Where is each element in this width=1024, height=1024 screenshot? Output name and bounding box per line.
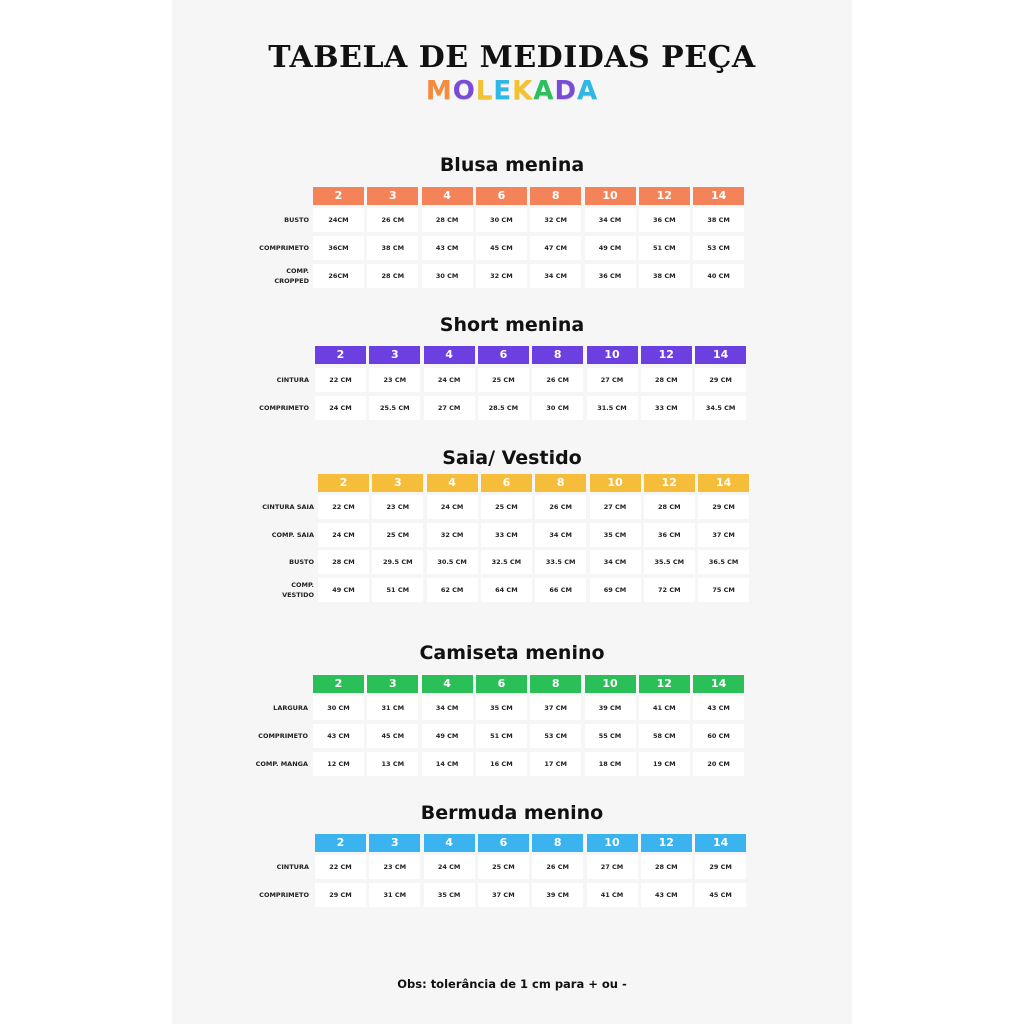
measure-cell: 75 CM [698, 578, 749, 602]
measure-cell: 41 CM [639, 696, 690, 720]
measure-label: CINTURA SAIA [262, 503, 314, 511]
measure-label: COMPRIMETO [259, 891, 309, 899]
measure-cell: 30 CM [313, 696, 364, 720]
measure-cell: 60 CM [693, 724, 744, 748]
measure-cell: 20 CM [693, 752, 744, 776]
measure-cell: 35 CM [476, 696, 527, 720]
measure-cell: 47 CM [530, 236, 581, 260]
size-header-cell: 12 [641, 346, 692, 364]
measure-cell: 35 CM [424, 883, 475, 907]
page-title: TABELA DE MEDIDAS PEÇA [268, 40, 756, 75]
measure-cell: 39 CM [532, 883, 583, 907]
size-header-cell: 6 [481, 474, 532, 492]
brand-letter: M [425, 76, 453, 106]
measure-label: COMP. CROPPED [274, 267, 309, 285]
measure-label: COMPRIMETO [258, 732, 308, 740]
measure-cell: 22 CM [315, 855, 366, 879]
measure-cell: 18 CM [585, 752, 636, 776]
brand-letter: A [533, 76, 555, 106]
measure-cell: 33 CM [481, 523, 532, 547]
measure-cell: 49 CM [422, 724, 473, 748]
tolerance-note: Obs: tolerância de 1 cm para + ou - [397, 977, 627, 991]
measure-cell: 36 CM [639, 208, 690, 232]
measure-cell: 19 CM [639, 752, 690, 776]
measure-cell: 27 CM [590, 495, 641, 519]
size-header-cell: 12 [639, 675, 690, 693]
size-header-cell: 8 [532, 346, 583, 364]
measure-cell: 32 CM [427, 523, 478, 547]
measure-cell: 66 CM [535, 578, 586, 602]
size-header-cell: 4 [422, 675, 473, 693]
size-header-cell: 4 [424, 346, 475, 364]
measure-cell: 24 CM [424, 368, 475, 392]
brand-letter: O [452, 76, 476, 106]
section-title: Bermuda menino [420, 802, 604, 824]
size-header-cell: 8 [530, 675, 581, 693]
size-header-cell: 3 [367, 187, 418, 205]
measure-cell: 43 CM [693, 696, 744, 720]
measure-cell: 39 CM [585, 696, 636, 720]
measure-cell: 27 CM [424, 396, 475, 420]
measure-cell: 30 CM [422, 264, 473, 288]
measure-label: BUSTO [284, 216, 309, 224]
size-header-cell: 10 [587, 834, 638, 852]
size-header-cell: 3 [372, 474, 423, 492]
measure-cell: 12 CM [313, 752, 364, 776]
measure-cell: 22 CM [315, 368, 366, 392]
measure-cell: 29 CM [695, 855, 746, 879]
measure-cell: 45 CM [476, 236, 527, 260]
measure-cell: 27 CM [587, 368, 638, 392]
measure-cell: 29.5 CM [372, 550, 423, 574]
measure-cell: 38 CM [639, 264, 690, 288]
measure-label: COMP. SAIA [271, 531, 314, 539]
measure-cell: 62 CM [427, 578, 478, 602]
size-header-cell: 10 [587, 346, 638, 364]
size-header-cell: 2 [313, 187, 364, 205]
measure-cell: 27 CM [587, 855, 638, 879]
measure-cell: 34 CM [535, 523, 586, 547]
section-title: Short menina [439, 314, 585, 336]
measure-cell: 25 CM [478, 855, 529, 879]
size-header-cell: 6 [478, 346, 529, 364]
measure-cell: 25 CM [478, 368, 529, 392]
measure-cell: 33.5 CM [535, 550, 586, 574]
measure-cell: 37 CM [478, 883, 529, 907]
measure-cell: 14 CM [422, 752, 473, 776]
measure-cell: 35.5 CM [644, 550, 695, 574]
size-header-cell: 14 [693, 675, 744, 693]
measure-cell: 58 CM [639, 724, 690, 748]
measure-cell: 30 CM [532, 396, 583, 420]
measure-cell: 36 CM [644, 523, 695, 547]
measure-cell: 36CM [313, 236, 364, 260]
measure-cell: 26 CM [532, 855, 583, 879]
measure-cell: 41 CM [587, 883, 638, 907]
measure-cell: 45 CM [367, 724, 418, 748]
measure-cell: 40 CM [693, 264, 744, 288]
measure-cell: 49 CM [318, 578, 369, 602]
measure-label: CINTURA [276, 863, 309, 871]
measure-cell: 25 CM [372, 523, 423, 547]
measure-cell: 26 CM [532, 368, 583, 392]
measure-cell: 36.5 CM [698, 550, 749, 574]
size-header-cell: 4 [422, 187, 473, 205]
brand-letter: K [512, 76, 534, 106]
measure-cell: 23 CM [369, 855, 420, 879]
size-header-cell: 2 [315, 834, 366, 852]
size-header-cell: 14 [693, 187, 744, 205]
measure-cell: 28 CM [422, 208, 473, 232]
measure-cell: 55 CM [585, 724, 636, 748]
measure-cell: 25 CM [481, 495, 532, 519]
measure-cell: 26CM [313, 264, 364, 288]
measure-cell: 34.5 CM [695, 396, 746, 420]
size-header-cell: 2 [313, 675, 364, 693]
size-header-cell: 3 [369, 346, 420, 364]
brand-letter: D [554, 76, 578, 106]
size-header-cell: 12 [644, 474, 695, 492]
measure-cell: 23 CM [369, 368, 420, 392]
size-header-cell: 3 [369, 834, 420, 852]
size-header-cell: 4 [424, 834, 475, 852]
brand-logo [172, 76, 852, 106]
size-header-cell: 8 [535, 474, 586, 492]
measure-cell: 32 CM [476, 264, 527, 288]
measure-cell: 37 CM [698, 523, 749, 547]
measure-label: CINTURA [276, 376, 309, 384]
measure-cell: 51 CM [639, 236, 690, 260]
measure-cell: 38 CM [693, 208, 744, 232]
measure-cell: 17 CM [530, 752, 581, 776]
measure-cell: 53 CM [693, 236, 744, 260]
measure-cell: 64 CM [481, 578, 532, 602]
size-header-cell: 10 [585, 187, 636, 205]
measure-cell: 23 CM [372, 495, 423, 519]
measure-cell: 36 CM [585, 264, 636, 288]
size-header-cell: 8 [532, 834, 583, 852]
measure-cell: 51 CM [372, 578, 423, 602]
measure-cell: 43 CM [641, 883, 692, 907]
measure-cell: 45 CM [695, 883, 746, 907]
measure-cell: 30 CM [476, 208, 527, 232]
measure-cell: 26 CM [535, 495, 586, 519]
measure-cell: 24CM [313, 208, 364, 232]
measure-cell: 51 CM [476, 724, 527, 748]
measure-cell: 31 CM [369, 883, 420, 907]
size-header-cell: 10 [590, 474, 641, 492]
measure-cell: 32.5 CM [481, 550, 532, 574]
measure-cell: 38 CM [367, 236, 418, 260]
measure-cell: 37 CM [530, 696, 581, 720]
measure-label: LARGURA [273, 704, 308, 712]
measure-label: BUSTO [289, 558, 314, 566]
size-header-cell: 8 [530, 187, 581, 205]
measure-cell: 25.5 CM [369, 396, 420, 420]
measure-cell: 31 CM [367, 696, 418, 720]
section-title: Camiseta menino [419, 642, 605, 664]
measure-cell: 24 CM [315, 396, 366, 420]
size-header-cell: 2 [315, 346, 366, 364]
measure-cell: 16 CM [476, 752, 527, 776]
section-title: Blusa menina [439, 154, 585, 176]
measure-cell: 32 CM [530, 208, 581, 232]
size-header-cell: 6 [476, 675, 527, 693]
measure-cell: 13 CM [367, 752, 418, 776]
measure-cell: 34 CM [590, 550, 641, 574]
size-header-cell: 14 [698, 474, 749, 492]
measure-cell: 72 CM [644, 578, 695, 602]
measure-cell: 34 CM [422, 696, 473, 720]
size-header-cell: 4 [427, 474, 478, 492]
measure-cell: 35 CM [590, 523, 641, 547]
measure-label: COMPRIMETO [259, 244, 309, 252]
size-header-cell: 10 [585, 675, 636, 693]
measure-cell: 31.5 CM [587, 396, 638, 420]
measure-cell: 24 CM [427, 495, 478, 519]
size-header-cell: 2 [318, 474, 369, 492]
measure-cell: 29 CM [315, 883, 366, 907]
section-title: Saia/ Vestido [442, 447, 582, 469]
measure-cell: 24 CM [318, 523, 369, 547]
measure-cell: 28 CM [641, 855, 692, 879]
measure-cell: 43 CM [422, 236, 473, 260]
measure-cell: 34 CM [530, 264, 581, 288]
measure-cell: 34 CM [585, 208, 636, 232]
measure-cell: 28.5 CM [478, 396, 529, 420]
measure-cell: 29 CM [698, 495, 749, 519]
measure-cell: 24 CM [424, 855, 475, 879]
measure-cell: 26 CM [367, 208, 418, 232]
measure-cell: 33 CM [641, 396, 692, 420]
measure-cell: 43 CM [313, 724, 364, 748]
measure-label: COMPRIMETO [259, 404, 309, 412]
brand-letter: E [493, 76, 513, 106]
measure-cell: 30.5 CM [427, 550, 478, 574]
measure-cell: 53 CM [530, 724, 581, 748]
size-header-cell: 12 [641, 834, 692, 852]
measure-cell: 28 CM [318, 550, 369, 574]
measure-label: COMP. VESTIDO [282, 581, 314, 599]
measure-cell: 49 CM [585, 236, 636, 260]
brand-letter: A [577, 76, 599, 106]
size-header-cell: 6 [476, 187, 527, 205]
measure-cell: 69 CM [590, 578, 641, 602]
measure-cell: 28 CM [367, 264, 418, 288]
size-header-cell: 14 [695, 346, 746, 364]
size-header-cell: 6 [478, 834, 529, 852]
size-header-cell: 14 [695, 834, 746, 852]
measure-label: COMP. MANGA [255, 760, 308, 768]
measure-cell: 28 CM [641, 368, 692, 392]
measure-cell: 22 CM [318, 495, 369, 519]
size-header-cell: 12 [639, 187, 690, 205]
measure-cell: 29 CM [695, 368, 746, 392]
measure-cell: 28 CM [644, 495, 695, 519]
brand-letter: L [475, 76, 494, 106]
size-header-cell: 3 [367, 675, 418, 693]
